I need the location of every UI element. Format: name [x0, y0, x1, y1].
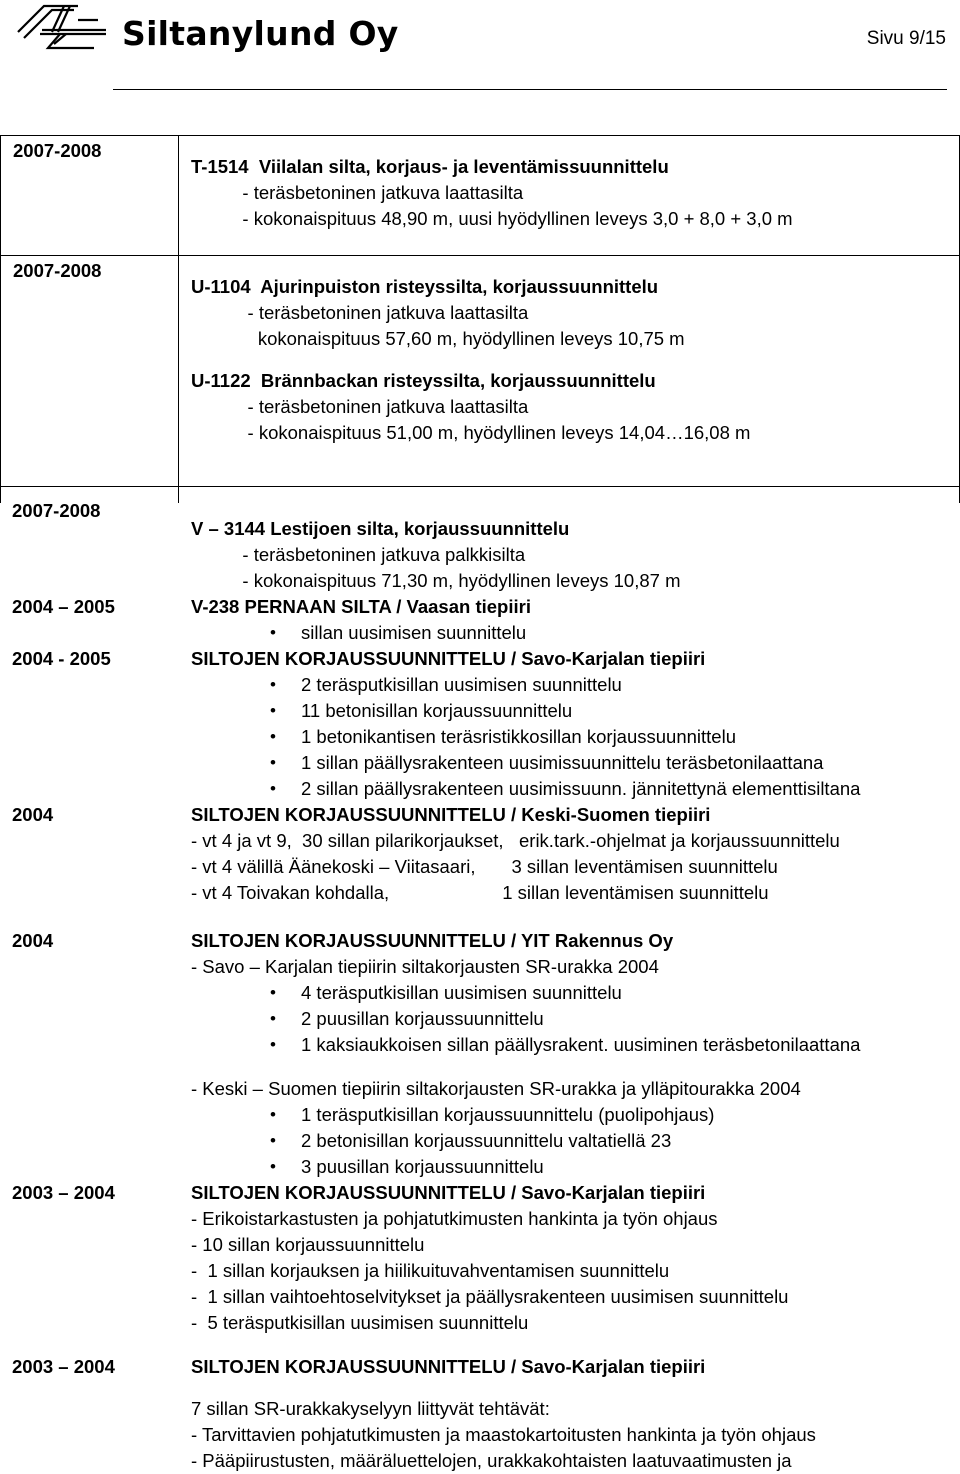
- project-table: [0, 135, 960, 503]
- bullet-item: • 2 teräsputkisillan uusimisen suunnittelu: [191, 672, 960, 698]
- detail-line: - vt 4 ja vt 9, 30 sillan pilarikorjaukset, erik.tark.-ohjelmat ja korjaussuunnittelu: [191, 830, 840, 851]
- entry-title: SILTOJEN KORJAUSSUUNNITTELU / Keski-Suomen tiepiiri: [191, 804, 711, 825]
- detail-line: - Pääpiirustusten, määräluettelojen, urakkakohtaisten laatuvaatimusten ja: [191, 1450, 792, 1471]
- bullet-item: • 1 teräsputkisillan korjaussuunnittelu (puolipohjaus): [191, 1102, 960, 1128]
- detail-line: - kokonaispituus 48,90 m, uusi hyödyllinen leveys 3,0 + 8,0 + 3,0 m: [191, 208, 793, 229]
- bullet-item: • 1 kaksiaukkoisen sillan päällysrakent. uusiminen teräsbetonilaattana: [191, 1032, 960, 1058]
- detail-line: - 1 sillan vaihtoehtoselvitykset ja päällysrakenteen uusimisen suunnittelu: [191, 1286, 789, 1307]
- bullet-item: • 2 sillan päällysrakenteen uusimissuunn. jännitettynä elementtisiltana: [191, 776, 960, 802]
- list-item: [0, 928, 960, 1180]
- detail-line: kokonaispituus 57,60 m, hyödyllinen leveys 10,75 m: [191, 328, 685, 349]
- detail-line: - 5 teräsputkisillan uusimisen suunnittelu: [191, 1312, 529, 1333]
- bullet-item: • 1 betonikantisen teräsristikkosillan korjaussuunnittelu: [191, 724, 960, 750]
- entry-year: 2004: [12, 930, 54, 951]
- entry-year: 2004: [12, 804, 54, 825]
- entry-year: 2004 – 2005: [12, 596, 115, 617]
- project-title: T-1514 Viilalan silta, korjaus- ja leventämissuunnittelu: [191, 156, 669, 177]
- entry-year: 2003 – 2004: [12, 1182, 115, 1203]
- detail-line: - teräsbetoninen jatkuva laattasilta: [191, 182, 524, 203]
- list-item: [0, 1180, 960, 1336]
- detail-line: - Tarvittavien pohjatutkimusten ja maastokartoitusten hankinta ja työn ohjaus: [191, 1424, 816, 1445]
- company-logo: [14, 2, 110, 52]
- year-cell: 2007-2008: [1, 136, 179, 256]
- table-row: [1, 256, 960, 487]
- list-item: [0, 646, 960, 802]
- project-list: [0, 500, 960, 1474]
- entry-year: 2003 – 2004: [12, 1356, 115, 1377]
- detail-line: - teräsbetoninen jatkuva palkkisilta: [191, 544, 526, 565]
- list-item: [0, 594, 960, 646]
- entry-title: SILTOJEN KORJAUSSUUNNITTELU / Savo-Karjalan tiepiiri: [191, 1356, 706, 1377]
- entry-year: 2007-2008: [12, 500, 101, 521]
- page-number: Sivu 9/15: [866, 28, 946, 49]
- bullet-item: • sillan uusimisen suunnittelu: [191, 620, 960, 646]
- content-cell: [179, 136, 960, 256]
- project-title: U-1122 Brännbackan risteyssilta, korjaussuunnittelu: [191, 370, 656, 391]
- list-item: [0, 498, 960, 594]
- project-title: U-1104 Ajurinpuiston risteyssilta, korjaussuunnittelu: [191, 276, 659, 297]
- bullet-item: • 11 betonisillan korjaussuunnittelu: [191, 698, 960, 724]
- bullet-item: • 2 puusillan korjaussuunnittelu: [191, 1006, 960, 1032]
- entry-title: SILTOJEN KORJAUSSUUNNITTELU / YIT Rakennus Oy: [191, 930, 674, 951]
- detail-line: 7 sillan SR-urakkakyselyyn liittyvät tehtävät:: [191, 1398, 550, 1419]
- bullet-item: • 2 betonisillan korjaussuunnittelu valtatiellä 23: [191, 1128, 960, 1154]
- detail-line: - teräsbetoninen jatkuva laattasilta: [191, 302, 529, 323]
- detail-line: - 1 sillan korjauksen ja hiilikuituvahventamisen suunnittelu: [191, 1260, 670, 1281]
- entry-title: SILTOJEN KORJAUSSUUNNITTELU / Savo-Karjalan tiepiiri: [191, 648, 706, 669]
- bullet-item: • 3 puusillan korjaussuunnittelu: [191, 1154, 960, 1180]
- year-cell: 2007-2008: [1, 256, 179, 487]
- detail-line: - Savo – Karjalan tiepiirin siltakorjausten SR-urakka 2004: [191, 956, 659, 977]
- detail-line: - vt 4 Toivakan kohdalla, 1 sillan leventämisen suunnittelu: [191, 882, 769, 903]
- detail-line: - kokonaispituus 51,00 m, hyödyllinen leveys 14,04…16,08 m: [191, 422, 751, 443]
- company-name: Siltanylund Oy: [122, 14, 399, 53]
- bullet-item: • 1 sillan päällysrakenteen uusimissuunnittelu teräsbetonilaattana: [191, 750, 960, 776]
- list-item: [0, 802, 960, 906]
- entry-title: V-238 PERNAAN SILTA / Vaasan tiepiiri: [191, 596, 531, 617]
- content-cell: [179, 256, 960, 487]
- detail-line: - Erikoistarkastusten ja pohjatutkimusten hankinta ja työn ohjaus: [191, 1208, 718, 1229]
- detail-line: - Keski – Suomen tiepiirin siltakorjausten SR-urakka ja ylläpitourakka 2004: [191, 1078, 801, 1099]
- detail-line: - kokonaispituus 71,30 m, hyödyllinen leveys 10,87 m: [191, 570, 681, 591]
- header-rule: [113, 89, 947, 90]
- table-row: [1, 136, 960, 256]
- bullet-item: • 4 teräsputkisillan uusimisen suunnittelu: [191, 980, 960, 1006]
- detail-line: - vt 4 välillä Äänekoski – Viitasaari, 3 sillan leventämisen suunnittelu: [191, 856, 778, 877]
- entry-title: SILTOJEN KORJAUSSUUNNITTELU / Savo-Karjalan tiepiiri: [191, 1182, 706, 1203]
- entry-year: 2004 - 2005: [12, 648, 111, 669]
- detail-line: - 10 sillan korjaussuunnittelu: [191, 1234, 425, 1255]
- entry-title: V – 3144 Lestijoen silta, korjaussuunnittelu: [191, 518, 570, 539]
- page-header: [0, 0, 960, 92]
- detail-line: - teräsbetoninen jatkuva laattasilta: [191, 396, 529, 417]
- list-item: [0, 1354, 960, 1474]
